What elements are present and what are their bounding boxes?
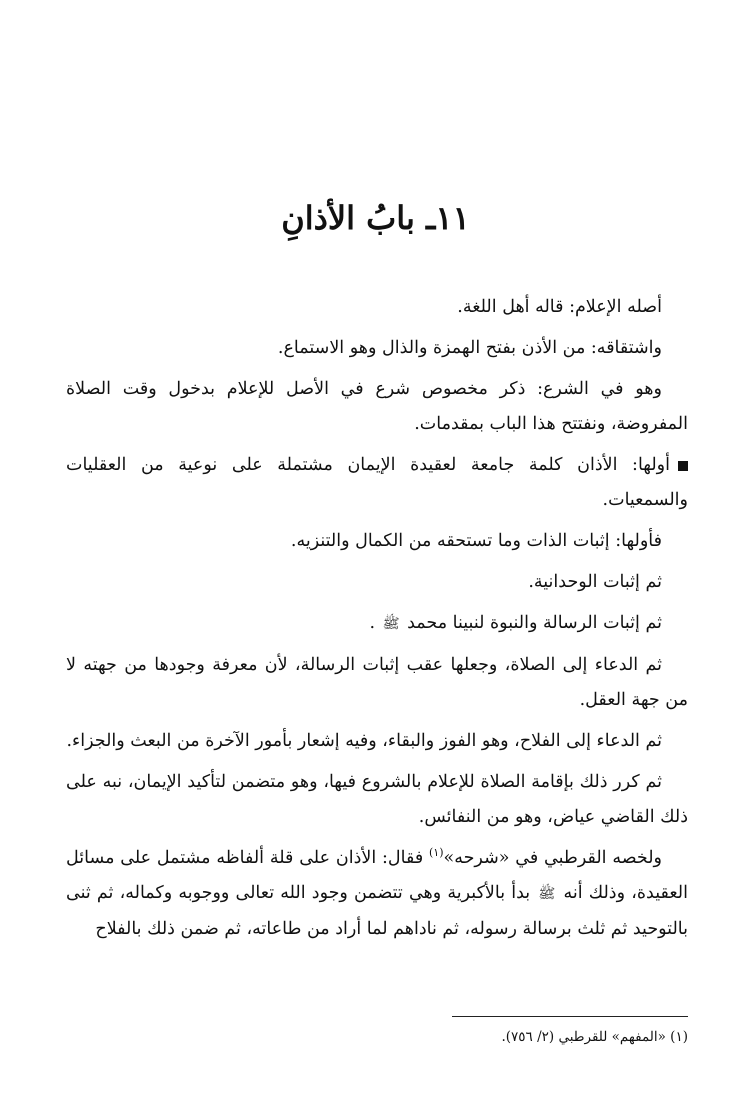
paragraph-6: ثم إثبات الوحدانية. — [528, 572, 662, 592]
honorific-symbol-2: ﷺ — [538, 886, 556, 902]
paragraph-11-start: ولخصه القرطبي في «شرحه» — [443, 848, 662, 868]
paragraph-2: واشتقاقه: من الأذن بفتح الهمزة والذال وهو الاستماع. — [277, 338, 662, 358]
paragraph-10: ثم كرر ذلك بإقامة الصلاة للإعلام بالشروع فيها، وهو متضمن لتأكيد الإيمان، نبه على ذلك القاضي عياض، وهو من النفائس. — [66, 772, 688, 827]
footnote-reference[interactable]: (١) — [429, 846, 444, 860]
paragraph-7 — [66, 606, 688, 642]
chapter-title: ١١ـ بابُ الأذانِ — [281, 199, 470, 237]
footnote-divider — [452, 1016, 688, 1017]
paragraph-9: ثم الدعاء إلى الفلاح، وهو الفوز والبقاء، وفيه إشعار بأمور الآخرة من البعث والجزاء. — [66, 731, 662, 751]
honorific-symbol: ﷺ — [382, 616, 400, 632]
paragraph-8: ثم الدعاء إلى الصلاة، وجعلها عقب إثبات الرسالة، لأن معرفة وجودها من جهته لا من جهة العقل. — [66, 655, 688, 710]
paragraph-4-text: أولها: الأذان كلمة جامعة لعقيدة الإيمان مشتملة على نوعية من العقليات والسمعيات. — [66, 455, 688, 510]
main-text — [66, 290, 688, 953]
paragraph-7-text: ثم إثبات الرسالة والنبوة لنبينا محمد — [407, 613, 662, 633]
paragraph-4 — [66, 448, 688, 518]
paragraph-3: وهو في الشرع: ذكر مخصوص شرع في الأصل للإعلام بدخول وقت الصلاة المفروضة، ونفتتح هذا الباب بمقدمات. — [66, 379, 688, 434]
paragraph-1: أصله الإعلام: قاله أهل اللغة. — [457, 297, 662, 317]
paragraph-7-end: . — [369, 613, 376, 633]
paragraph-11 — [66, 841, 688, 947]
paragraph-11-end: بدأ بالأكبرية وهي تتضمن وجود الله تعالى ووجوبه وكماله، ثم ثنى بالتوحيد ثم ثلث برسالة رسوله، ثم ناداهم لما أراد من طاعاته، ثم ضمن ذلك بالفلاح — [66, 883, 688, 939]
paragraph-11-middle: فقال: الأذان على قلة ألفاظه مشتمل على مسائل العقيدة، وذلك أنه — [66, 848, 688, 903]
footnote: (١) «المفهم» للقرطبي (٢/ ٧٥٦). — [501, 1029, 688, 1045]
paragraph-5: فأولها: إثبات الذات وما تستحقه من الكمال والتنزيه. — [290, 531, 662, 551]
square-bullet-icon — [678, 461, 688, 471]
